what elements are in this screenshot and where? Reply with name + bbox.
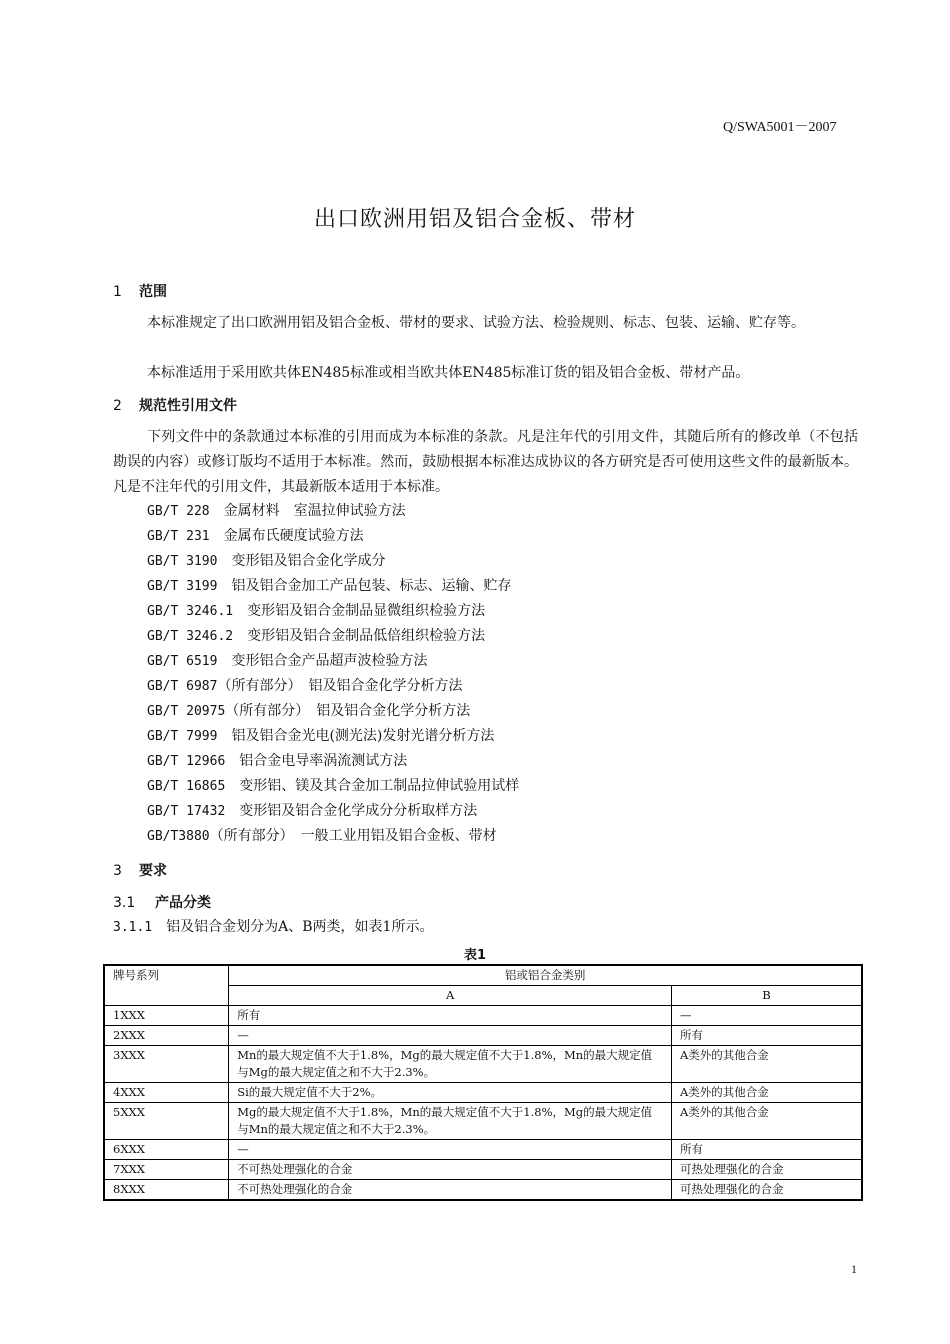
table-row <box>104 1140 862 1160</box>
reference-item: GB/T 231 金属布氏硬度试验方法 <box>147 528 364 544</box>
alloy-classification-table <box>103 964 863 1201</box>
reference-item: GB/T 12966 铝合金电导率涡流测试方法 <box>147 753 408 769</box>
reference-item: GB/T 6519 变形铝合金产品超声波检验方法 <box>147 653 428 669</box>
reference-item: GB/T 3246.2 变形铝及铝合金制品低倍组织检验方法 <box>147 628 486 644</box>
clause-3-1-1 <box>113 916 433 936</box>
section-2-paragraph-1: 下列文件中的条款通过本标准的引用而成为本标准的条款。凡是注年代的引用文件，其随后所有的修改单（不包括勘误的内容）或修订版均不适用于本标准。然而，鼓励根据本标准达成协议的各方研究是否可使用这些文件的最新版本。凡是不注年代的引用文件，其最新版本适用于本标准。 <box>113 429 858 495</box>
cell-class-b: A类外的其他合金 <box>672 1083 863 1103</box>
cell-series: 6XXX <box>104 1140 229 1160</box>
table-row <box>104 1103 862 1140</box>
table-row <box>104 1046 862 1083</box>
cell-class-b: 可热处理强化的合金 <box>672 1160 863 1180</box>
subsection-3-1-heading <box>113 892 211 912</box>
section-3-heading <box>113 860 167 880</box>
cell-class-a: Mn的最大规定值不大于1.8%，Mg的最大规定值不大于1.8%，Mn的最大规定值与Mg的最大规定值之和不大于2.3%。 <box>229 1046 672 1083</box>
clause-number: 3.1.1 <box>113 920 153 935</box>
cell-class-b: — <box>672 1006 863 1026</box>
cell-class-b: A类外的其他合金 <box>672 1046 863 1083</box>
cell-series: 3XXX <box>104 1046 229 1083</box>
reference-item: GB/T 228 金属材料 室温拉伸试验方法 <box>147 503 406 519</box>
header-class-b: B <box>672 986 863 1006</box>
cell-class-b: 所有 <box>672 1026 863 1046</box>
section-1-paragraph-1: 本标准规定了出口欧洲用铝及铝合金板、带材的要求、试验方法、检验规则、标志、包装、运输、贮存等。 <box>147 315 805 331</box>
reference-item: GB/T 7999 铝及铝合金光电(测光法)发射光谱分析方法 <box>147 728 495 744</box>
section-number: 1 <box>113 284 122 300</box>
reference-item: GB/T 3190 变形铝及铝合金化学成分 <box>147 553 386 569</box>
cell-series: 1XXX <box>104 1006 229 1026</box>
cell-class-a: Mg的最大规定值不大于1.8%，Mn的最大规定值不大于1.8%，Mg的最大规定值与Mn的最大规定值之和不大于2.3%。 <box>229 1103 672 1140</box>
document-title: 出口欧洲用铝及铝合金板、带材 <box>313 207 636 232</box>
table-row <box>104 1083 862 1103</box>
reference-item: GB/T 3199 铝及铝合金加工产品包装、标志、运输、贮存 <box>147 578 512 594</box>
table-caption: 表1 <box>463 948 487 963</box>
section-title: 规范性引用文件 <box>139 398 237 414</box>
cell-class-b: 所有 <box>672 1140 863 1160</box>
cell-series: 2XXX <box>104 1026 229 1046</box>
reference-item: GB/T 17432 变形铝及铝合金化学成分分析取样方法 <box>147 803 478 819</box>
subsection-title: 产品分类 <box>155 895 211 911</box>
section-1-heading <box>113 281 167 301</box>
table-header-row <box>104 965 862 986</box>
cell-series: 8XXX <box>104 1180 229 1201</box>
reference-item: GB/T 6987（所有部分） 铝及铝合金化学分析方法 <box>147 678 463 694</box>
reference-item: GB/T3880（所有部分） 一般工业用铝及铝合金板、带材 <box>147 828 497 844</box>
cell-class-a: 不可热处理强化的合金 <box>229 1180 672 1201</box>
header-class-a: A <box>229 986 672 1006</box>
cell-series: 4XXX <box>104 1083 229 1103</box>
section-1-paragraph-2: 本标准适用于采用欧共体EN485标准或相当欧共体EN485标准订货的铝及铝合金板、带材产品。 <box>147 365 750 381</box>
table-row <box>104 1160 862 1180</box>
section-number: 3 <box>113 863 122 879</box>
header-series: 牌号系列 <box>104 965 229 1006</box>
cell-class-a: — <box>229 1026 672 1046</box>
subsection-number: 3.1 <box>113 895 136 911</box>
clause-text: 铝及铝合金划分为A、B两类，如表1所示。 <box>166 919 434 935</box>
table-row <box>104 1180 862 1201</box>
section-title: 范围 <box>139 284 167 300</box>
cell-series: 5XXX <box>104 1103 229 1140</box>
page-number: 1 <box>851 1262 857 1276</box>
section-2-heading <box>113 395 237 415</box>
cell-class-a: Si的最大规定值不大于2%。 <box>229 1083 672 1103</box>
section-title: 要求 <box>139 863 167 879</box>
cell-class-a: 所有 <box>229 1006 672 1026</box>
reference-item: GB/T 16865 变形铝、镁及其合金加工制品拉伸试验用试样 <box>147 778 520 794</box>
document-number: Q/SWA5001－2007 <box>723 120 837 135</box>
cell-class-b: A类外的其他合金 <box>672 1103 863 1140</box>
section-number: 2 <box>113 398 122 414</box>
cell-series: 7XXX <box>104 1160 229 1180</box>
header-category-group: 铝或铝合金类别 <box>229 965 862 986</box>
cell-class-a: 不可热处理强化的合金 <box>229 1160 672 1180</box>
cell-class-b: 可热处理强化的合金 <box>672 1180 863 1201</box>
table-row <box>104 1006 862 1026</box>
reference-item: GB/T 20975（所有部分） 铝及铝合金化学分析方法 <box>147 703 471 719</box>
table-row <box>104 1026 862 1046</box>
reference-item: GB/T 3246.1 变形铝及铝合金制品显微组织检验方法 <box>147 603 486 619</box>
cell-class-a: — <box>229 1140 672 1160</box>
